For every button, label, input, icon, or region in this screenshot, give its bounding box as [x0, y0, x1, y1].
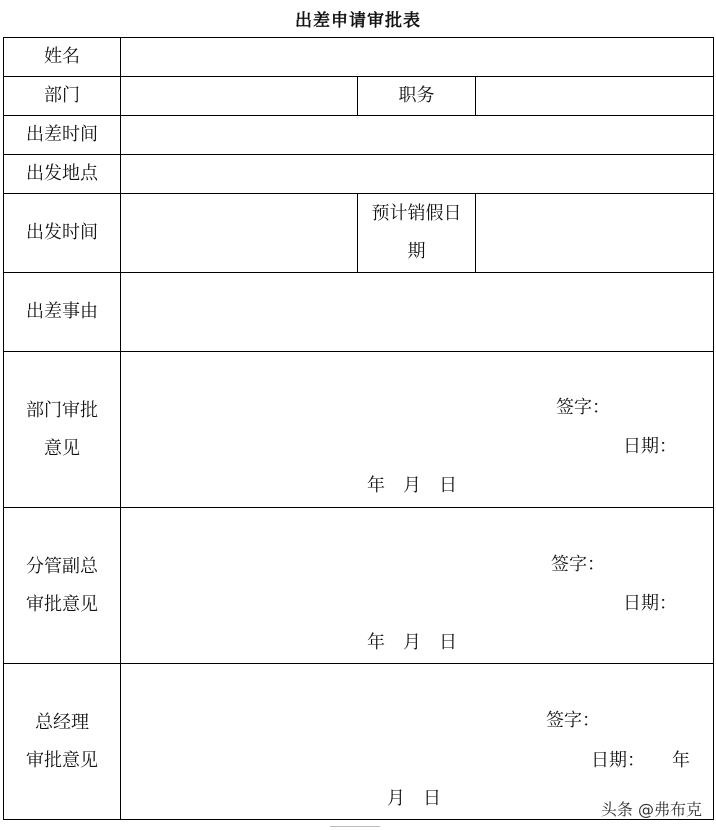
- row-vp-approval: [4, 508, 714, 664]
- trip-time-label: 出差时间: [4, 116, 121, 155]
- departure-time-field[interactable]: [121, 194, 358, 273]
- row-name: [4, 38, 714, 77]
- footer-divider: [330, 826, 380, 827]
- dept-approval-field[interactable]: [121, 352, 714, 508]
- row-department: [4, 77, 714, 116]
- gm-approval-md: 月 日: [387, 788, 441, 809]
- gm-approval-sign: 签字：: [546, 710, 600, 731]
- position-field[interactable]: [476, 77, 714, 116]
- row-departure-place: [4, 155, 714, 194]
- department-label: 部门: [4, 77, 121, 116]
- return-date-field[interactable]: [476, 194, 714, 273]
- gm-approval-label-line2: 审批意见: [26, 749, 98, 771]
- vp-approval-field[interactable]: [121, 508, 714, 664]
- departure-place-field[interactable]: [121, 155, 714, 194]
- vp-approval-label-line2: 审批意见: [26, 593, 98, 615]
- dept-approval-sign: 签字：: [556, 397, 610, 418]
- trip-time-field[interactable]: [121, 116, 714, 155]
- watermark: 头条 @弗布克: [600, 800, 702, 819]
- department-field[interactable]: [121, 77, 358, 116]
- dept-approval-date: 日期：: [623, 436, 677, 457]
- dept-approval-label-line1: 部门审批: [26, 399, 98, 421]
- vp-approval-date: 日期：: [623, 593, 677, 614]
- gm-approval-date: 日期： 年: [591, 750, 690, 771]
- row-reason: [4, 273, 714, 352]
- departure-place-label: 出发地点: [4, 155, 121, 194]
- gm-approval-label: [4, 664, 121, 820]
- reason-label: 出差事由: [4, 273, 121, 352]
- return-date-label: [358, 194, 476, 273]
- row-departure-time: [4, 194, 714, 273]
- row-trip-time: [4, 116, 714, 155]
- vp-approval-ymd: 年 月 日: [367, 632, 457, 653]
- name-label: 姓名: [4, 38, 121, 77]
- dept-approval-label: [4, 352, 121, 508]
- gm-approval-label-line1: 总经理: [35, 711, 89, 733]
- return-date-label-line2: 期: [407, 241, 426, 262]
- vp-approval-label-line1: 分管副总: [26, 555, 98, 577]
- row-dept-approval: [4, 352, 714, 508]
- position-label: 职务: [358, 77, 476, 116]
- vp-approval-label: [4, 508, 121, 664]
- return-date-label-line1: 预计销假日: [371, 203, 462, 224]
- name-field[interactable]: [121, 38, 714, 77]
- travel-approval-form: [3, 37, 714, 820]
- dept-approval-label-line2: 意见: [44, 437, 80, 459]
- reason-field[interactable]: [121, 273, 714, 352]
- form-title: 出差申请审批表: [295, 11, 421, 31]
- vp-approval-sign: 签字：: [551, 554, 605, 575]
- dept-approval-ymd: 年 月 日: [367, 475, 457, 496]
- departure-time-label: 出发时间: [4, 194, 121, 273]
